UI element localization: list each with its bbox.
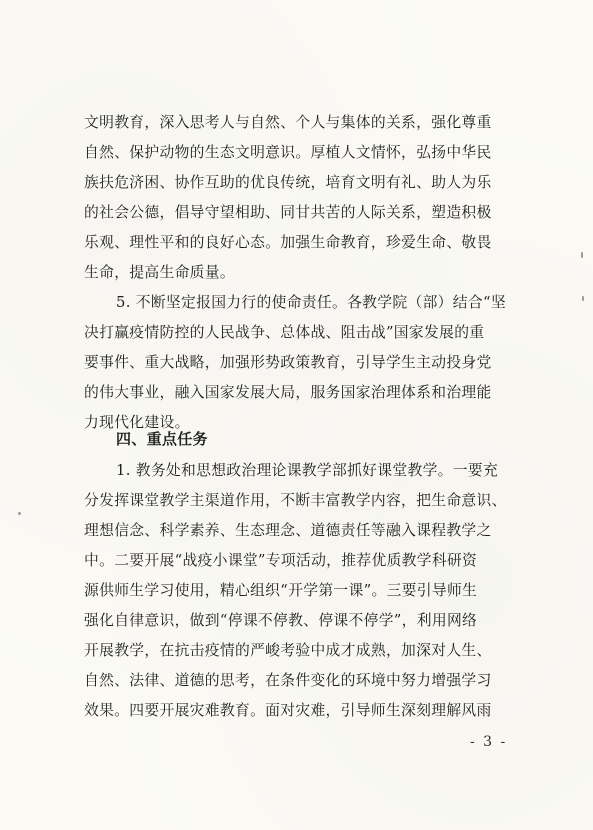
text-line: 决打赢疫情防控的人民战争、总体战、阻击战”国家发展的重 — [84, 324, 485, 341]
text-line: 的伟大事业，融入国家发展大局，服务国家治理体系和治理能 — [84, 384, 492, 401]
text-line: 乐观、理性平和的良好心态。加强生命教育，珍爱生命、敬畏 — [84, 234, 492, 251]
page-number: - 3 - — [470, 734, 508, 750]
text-line: 族扶危济困、协作互助的优良传统，培育文明有礼、助人为乐 — [84, 174, 492, 191]
scan-speck — [582, 296, 584, 301]
scan-speck — [18, 512, 21, 515]
paragraph-civilization-education — [84, 108, 516, 288]
text-line: 自然、法律、道德的思考，在条件变化的环境中努力增强学习 — [84, 672, 492, 689]
text-line: 5. 不断坚定报国力行的使命责任。各教学院（部）结合“坚 — [116, 294, 506, 311]
text-line: 的社会公德，倡导守望相助、同甘共苦的人际关系，塑造积极 — [84, 204, 492, 221]
text-line: 中。二要开展“战疫小课堂”专项活动，推荐优质教学科研资 — [84, 552, 478, 569]
text-line: 强化自律意识，做到“停课不停教、停课不停学”，利用网络 — [84, 612, 478, 629]
scan-speck — [581, 252, 583, 258]
section-heading-block — [84, 424, 516, 454]
paragraph-item-1 — [84, 456, 516, 726]
text-line: 分发挥课堂教学主渠道作用，不断丰富教学内容，把生命意识、 — [84, 492, 507, 509]
text-line: 效果。四要开展灾难教育。面对灾难，引导师生深刻理解风雨 — [84, 702, 492, 719]
text-line: 开展教学，在抗击疫情的严峻考验中成才成熟，加深对人生、 — [84, 642, 492, 659]
text-line: 力现代化建设。 — [84, 414, 190, 431]
text-line: 自然、保护动物的生态文明意识。厚植人文情怀，弘扬中华民 — [84, 144, 492, 161]
text-line: 理想信念、科学素养、生态理念、道德责任等融入课程教学之 — [84, 522, 492, 539]
text-line: 1. 教务处和思想政治理论课教学部抓好课堂教学。一要充 — [116, 462, 499, 479]
text-line: 要事件、重大战略，加强形势政策教育，引导学生主动投身党 — [84, 354, 492, 371]
text-line: 生命，提高生命质量。 — [84, 264, 235, 281]
text-line: 源供师生学习使用，精心组织“开学第一课”。三要引导师生 — [84, 582, 478, 599]
text-line: 文明教育，深入思考人与自然、个人与集体的关系，强化尊重 — [84, 114, 492, 131]
section-heading: 四、重点任务 — [116, 430, 208, 448]
paragraph-item-5 — [84, 288, 516, 438]
